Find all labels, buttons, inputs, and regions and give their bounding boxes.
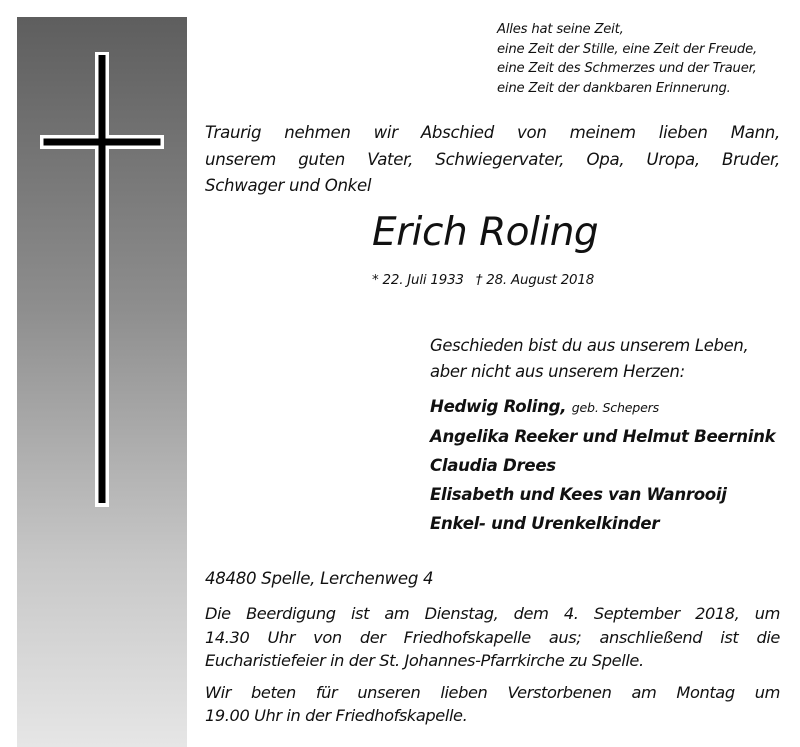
funeral-line: Eucharistiefeier in der St. Johannes-Pfarrkirche zu Spelle. xyxy=(205,651,644,670)
quote-line: eine Zeit der Stille, eine Zeit der Freude, xyxy=(497,41,758,57)
mourner-entry xyxy=(430,392,775,422)
prayer-line: 19.00 Uhr in der Friedhofskapelle. xyxy=(205,706,468,725)
family-address: 48480 Spelle, Lerchenweg 4 xyxy=(205,569,434,588)
funeral-line: 14.30 Uhr von der Friedhofskapelle aus; anschließend ist die xyxy=(205,627,780,647)
motto-quote xyxy=(497,20,787,98)
mourner-entry: Angelika Reeker und Helmut Beernink xyxy=(430,427,776,446)
funeral-details xyxy=(205,602,780,728)
gradient-sidebar xyxy=(17,17,187,747)
intro-line: unserem guten Vater, Schwiegervater, Opa, Uropa, Bruder, xyxy=(205,149,780,169)
verse-line: Geschieden bist du aus unserem Leben, xyxy=(430,336,749,355)
quote-line: eine Zeit des Schmerzes und der Trauer, xyxy=(497,61,757,76)
verse-line: aber nicht aus unserem Herzen: xyxy=(430,362,685,381)
life-dates xyxy=(372,271,594,291)
quote-line: Alles hat seine Zeit, xyxy=(497,22,624,37)
mourner-name: Hedwig Roling, xyxy=(430,397,567,416)
cross-icon xyxy=(17,17,187,577)
intro-line: Traurig nehmen wir Abschied von meinem lieben Mann, xyxy=(205,123,780,142)
maiden-name-note: geb. Schepers xyxy=(571,400,659,415)
mourner-entry: Claudia Drees xyxy=(430,456,556,475)
farewell-intro xyxy=(205,120,780,200)
intro-line: Schwager und Onkel xyxy=(205,176,372,195)
mourner-entry: Elisabeth und Kees van Wanrooij xyxy=(430,485,727,504)
prayer-line: Wir beten für unseren lieben Verstorbenen am Montag um xyxy=(205,682,780,702)
death-date: † 28. August 2018 xyxy=(475,273,595,288)
quote-line: eine Zeit der dankbaren Erinnerung. xyxy=(497,80,731,96)
memorial-verse xyxy=(430,333,748,385)
funeral-line: Die Beerdigung ist am Dienstag, dem 4. September 2018, um xyxy=(205,604,780,623)
birth-date: * 22. Juli 1933 xyxy=(372,273,464,288)
mourner-entry: Enkel- und Urenkelkinder xyxy=(430,514,660,533)
mourners-list xyxy=(430,392,775,538)
deceased-name: Erich Roling xyxy=(372,210,599,255)
